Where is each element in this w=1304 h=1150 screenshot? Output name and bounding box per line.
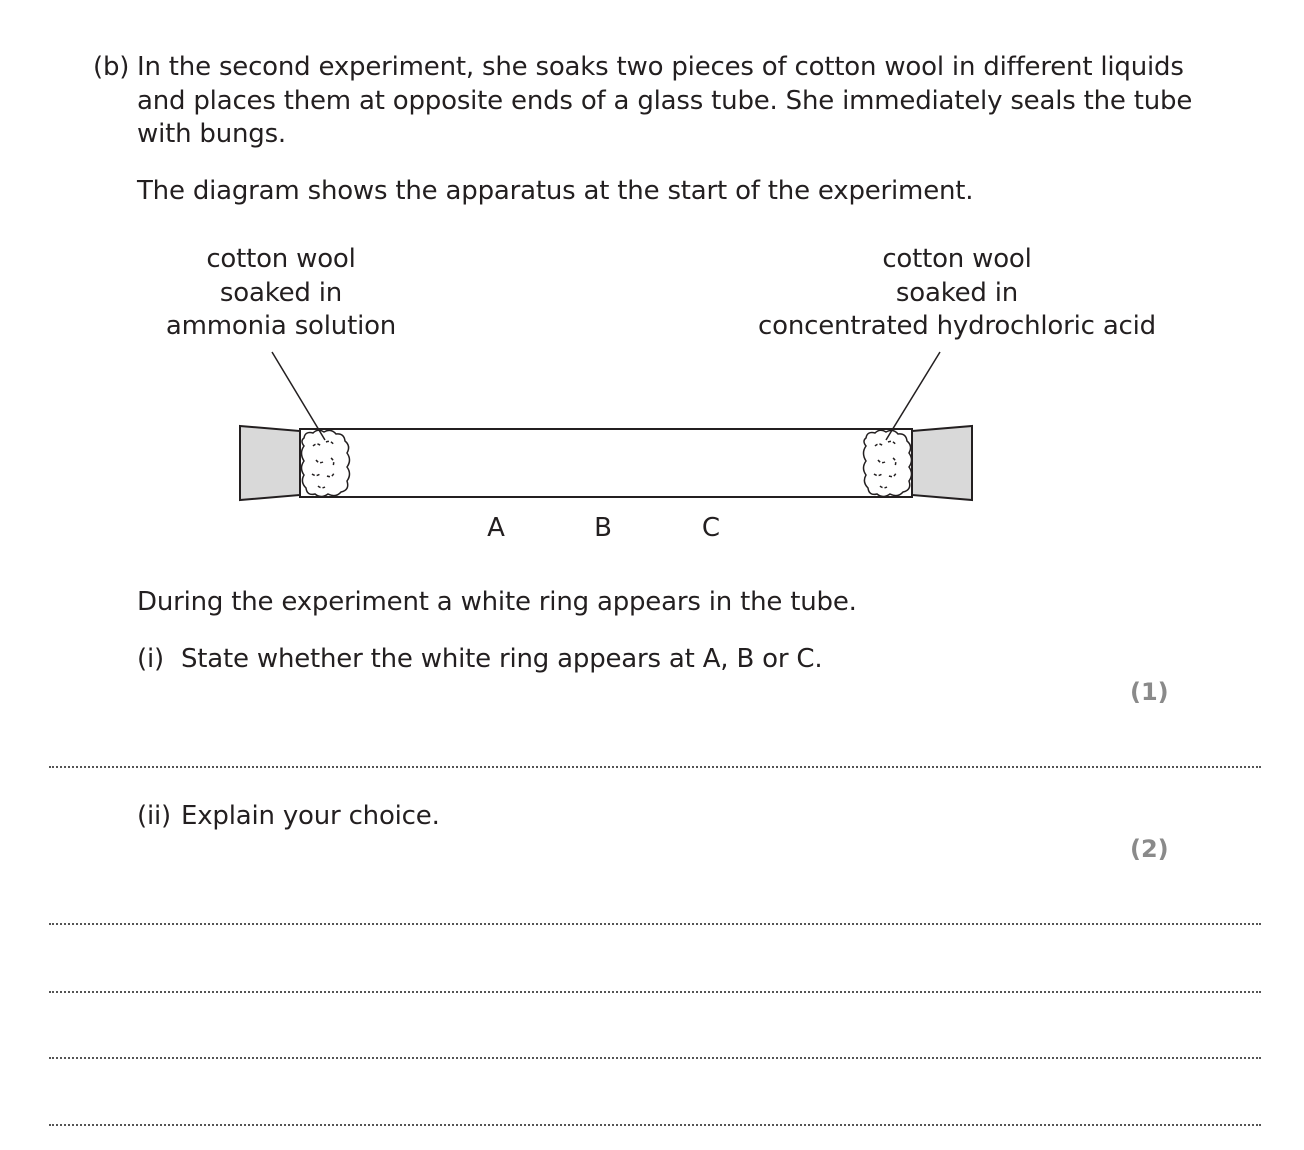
subquestion-1-text: State whether the white ring appears at A, B or C. [181, 644, 823, 674]
glass-tube [300, 429, 912, 497]
answer-line-4[interactable] [49, 1057, 1261, 1059]
subquestion-1-marks: (1) [1130, 678, 1169, 706]
left-cotton-wool [302, 430, 350, 496]
part-label: (b) [93, 52, 130, 82]
left-bung [240, 426, 300, 500]
right-bung [912, 426, 972, 500]
apparatus-diagram [0, 0, 1304, 560]
subquestion-1-number: (i) [137, 644, 164, 674]
intro-line-1: In the second experiment, she soaks two pieces of cotton wool in different liquids [137, 52, 1184, 82]
right-cotton-wool [864, 430, 912, 496]
observation-text: During the experiment a white ring appears in the tube. [137, 587, 857, 617]
answer-line-3[interactable] [49, 991, 1261, 993]
answer-line-1[interactable] [49, 766, 1261, 768]
right-label-line-2: soaked in [895, 278, 1019, 308]
left-leader-line [272, 352, 325, 440]
intro-line-3: with bungs. [137, 119, 287, 149]
left-label-line-1: cotton wool [206, 244, 356, 274]
right-label-line-3: concentrated hydrochloric acid [758, 311, 1156, 341]
position-label-a: A [487, 513, 505, 543]
subquestion-2-number: (ii) [137, 801, 171, 831]
position-label-c: C [701, 513, 721, 543]
subquestion-2-marks: (2) [1130, 835, 1169, 863]
answer-line-5[interactable] [49, 1124, 1261, 1126]
left-label-line-2: soaked in [219, 278, 343, 308]
subquestion-2-text: Explain your choice. [181, 801, 440, 831]
intro-line-2: and places them at opposite ends of a glass tube. She immediately seals the tube [137, 86, 1193, 116]
right-leader-line [886, 352, 940, 440]
left-label-line-3: ammonia solution [165, 311, 397, 341]
position-label-b: B [594, 513, 612, 543]
diagram-caption: The diagram shows the apparatus at the start of the experiment. [137, 176, 974, 206]
right-label-line-1: cotton wool [882, 244, 1032, 274]
answer-line-2[interactable] [49, 923, 1261, 925]
